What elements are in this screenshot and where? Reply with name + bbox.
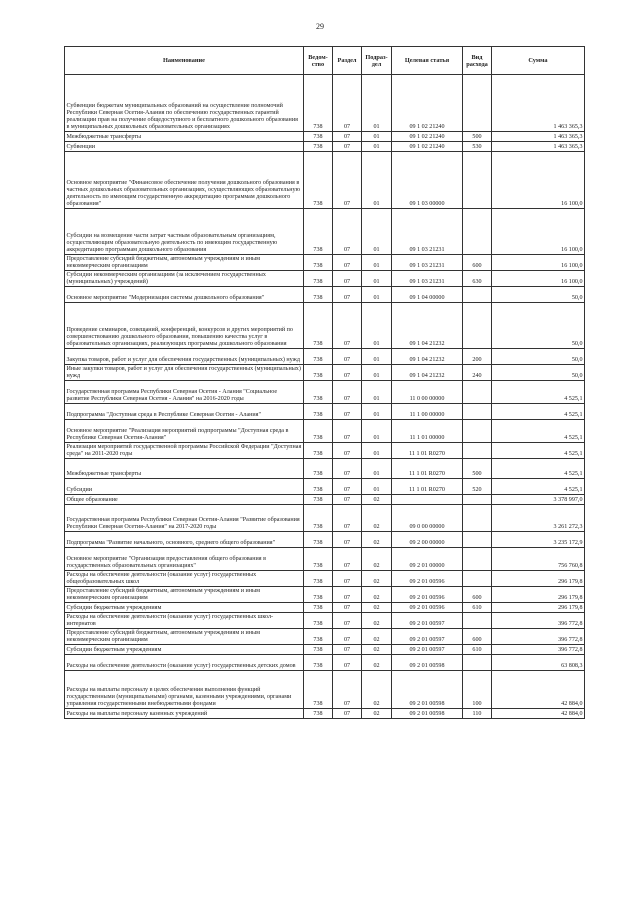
row-dept: 738 <box>304 271 333 287</box>
row-dept: 738 <box>304 587 333 603</box>
table-row <box>65 603 585 613</box>
table-row <box>65 495 585 505</box>
row-subsection: 01 <box>362 271 392 287</box>
row-subsection: 02 <box>362 532 392 548</box>
row-section: 07 <box>333 209 362 255</box>
row-section: 07 <box>333 587 362 603</box>
row-subsection: 01 <box>362 132 392 142</box>
row-exptype <box>463 287 492 303</box>
row-name: Субсидии на возмещение части затрат частным образовательным организациям, осуществляющим образовательную деятельность по имеющим государственную аккредитацию программам дошкольного образования <box>65 209 304 255</box>
row-name: Реализация мероприятий государственной программы Российской Федерации "Доступная среда" на 2011-2020 годы <box>65 443 304 459</box>
row-subsection: 02 <box>362 505 392 532</box>
row-amount: 50,0 <box>492 287 585 303</box>
row-name: Расходы на выплаты персоналу казенных учреждений <box>65 709 304 719</box>
row-subsection: 01 <box>362 209 392 255</box>
row-amount: 3 235 172,9 <box>492 532 585 548</box>
table-row <box>65 613 585 629</box>
row-exptype: 240 <box>463 365 492 381</box>
row-dept: 738 <box>304 645 333 655</box>
row-target: 09 2 01 00597 <box>392 645 463 655</box>
row-dept: 738 <box>304 303 333 349</box>
col-header-subsection: Подраз-дел <box>362 47 392 75</box>
row-section: 07 <box>333 349 362 365</box>
page-number: 29 <box>316 22 324 31</box>
table-body <box>65 75 585 719</box>
table-row <box>65 655 585 671</box>
row-amount: 396 772,8 <box>492 613 585 629</box>
table-row <box>65 629 585 645</box>
row-amount: 4 525,1 <box>492 381 585 404</box>
row-exptype: 530 <box>463 142 492 152</box>
row-amount: 16 100,0 <box>492 209 585 255</box>
row-target: 09 1 04 21232 <box>392 303 463 349</box>
row-subsection: 02 <box>362 671 392 709</box>
row-target: 09 2 00 00000 <box>392 532 463 548</box>
row-dept: 738 <box>304 655 333 671</box>
row-section: 07 <box>333 479 362 495</box>
row-section: 07 <box>333 645 362 655</box>
table-row <box>65 671 585 709</box>
row-exptype <box>463 75 492 132</box>
row-dept: 738 <box>304 613 333 629</box>
row-dept: 738 <box>304 349 333 365</box>
budget-table <box>64 46 585 719</box>
row-exptype <box>463 443 492 459</box>
row-section: 07 <box>333 571 362 587</box>
row-name: Субвенции бюджетам муниципальных образований на осуществление полномочий Республики Северная Осетия-Алания по обеспечению государственных гарантий реализации прав на получение общедоступного и бесплатного дошкольного образования в муниципальных дошкольных образовательных организациях <box>65 75 304 132</box>
row-exptype: 600 <box>463 629 492 645</box>
row-name: Предоставление субсидий бюджетным, автономным учреждениям и иным некоммерческим организациям <box>65 629 304 645</box>
row-dept: 738 <box>304 459 333 479</box>
row-section: 07 <box>333 548 362 571</box>
row-amount: 1 463 365,3 <box>492 142 585 152</box>
row-target: 09 2 01 00597 <box>392 613 463 629</box>
row-section: 07 <box>333 709 362 719</box>
row-subsection: 02 <box>362 709 392 719</box>
row-subsection: 02 <box>362 613 392 629</box>
row-dept: 738 <box>304 443 333 459</box>
table-row <box>65 142 585 152</box>
row-subsection: 02 <box>362 548 392 571</box>
row-dept: 738 <box>304 75 333 132</box>
row-subsection: 01 <box>362 459 392 479</box>
row-amount: 4 525,1 <box>492 479 585 495</box>
row-exptype: 200 <box>463 349 492 365</box>
row-exptype: 610 <box>463 603 492 613</box>
row-target: 09 1 03 21231 <box>392 209 463 255</box>
row-exptype: 520 <box>463 479 492 495</box>
row-subsection: 01 <box>362 255 392 271</box>
row-dept: 738 <box>304 571 333 587</box>
row-dept: 738 <box>304 420 333 443</box>
row-name: Межбюджетные трансферты <box>65 132 304 142</box>
row-dept: 738 <box>304 629 333 645</box>
row-subsection: 02 <box>362 655 392 671</box>
row-amount: 296 179,8 <box>492 571 585 587</box>
row-dept: 738 <box>304 495 333 505</box>
row-exptype <box>463 495 492 505</box>
table-row <box>65 365 585 381</box>
table-row <box>65 75 585 132</box>
row-name: Субсидии бюджетным учреждениям <box>65 645 304 655</box>
table-row <box>65 303 585 349</box>
row-target <box>392 495 463 505</box>
col-header-target: Целевая статья <box>392 47 463 75</box>
row-subsection: 01 <box>362 404 392 420</box>
row-section: 07 <box>333 152 362 209</box>
row-dept: 738 <box>304 709 333 719</box>
row-exptype: 500 <box>463 459 492 479</box>
row-subsection: 01 <box>362 479 392 495</box>
row-subsection: 02 <box>362 629 392 645</box>
row-amount: 16 100,0 <box>492 271 585 287</box>
row-subsection: 02 <box>362 603 392 613</box>
row-target: 09 2 01 00596 <box>392 587 463 603</box>
row-subsection: 01 <box>362 420 392 443</box>
row-name: Субсидии <box>65 479 304 495</box>
row-subsection: 01 <box>362 75 392 132</box>
row-amount: 396 772,8 <box>492 645 585 655</box>
row-name: Государственная программа Республики Северная Осетия - Алания "Социальное развитие Республики Северная Осетия - Алания" на 2016-2020 годы <box>65 381 304 404</box>
row-target: 09 1 02 21240 <box>392 142 463 152</box>
row-target: 09 1 03 00000 <box>392 152 463 209</box>
col-header-name: Наименование <box>65 47 304 75</box>
table-row <box>65 443 585 459</box>
row-exptype: 500 <box>463 132 492 142</box>
row-dept: 738 <box>304 532 333 548</box>
table-row <box>65 381 585 404</box>
table-row <box>65 349 585 365</box>
row-section: 07 <box>333 271 362 287</box>
row-subsection: 02 <box>362 587 392 603</box>
row-exptype <box>463 404 492 420</box>
row-target: 09 2 01 00596 <box>392 571 463 587</box>
row-subsection: 01 <box>362 303 392 349</box>
table-row <box>65 587 585 603</box>
row-amount: 4 525,1 <box>492 420 585 443</box>
row-exptype <box>463 655 492 671</box>
col-header-dept: Ведом-ство <box>304 47 333 75</box>
row-name: Межбюджетные трансферты <box>65 459 304 479</box>
row-name: Основное мероприятие "Модернизация системы дошкольного образования" <box>65 287 304 303</box>
row-exptype <box>463 303 492 349</box>
row-dept: 738 <box>304 479 333 495</box>
row-section: 07 <box>333 142 362 152</box>
table-row <box>65 571 585 587</box>
row-exptype: 610 <box>463 645 492 655</box>
row-section: 07 <box>333 655 362 671</box>
row-amount: 3 261 272,3 <box>492 505 585 532</box>
row-section: 07 <box>333 287 362 303</box>
row-amount: 50,0 <box>492 365 585 381</box>
row-exptype <box>463 532 492 548</box>
row-target: 11 1 01 R0270 <box>392 443 463 459</box>
row-exptype: 600 <box>463 255 492 271</box>
row-section: 07 <box>333 420 362 443</box>
row-exptype: 630 <box>463 271 492 287</box>
row-dept: 738 <box>304 671 333 709</box>
row-dept: 738 <box>304 603 333 613</box>
row-exptype: 600 <box>463 587 492 603</box>
table-header-row <box>65 47 585 75</box>
col-header-section: Раздел <box>333 47 362 75</box>
row-target: 09 1 02 21240 <box>392 132 463 142</box>
row-exptype <box>463 613 492 629</box>
row-target: 09 2 01 00000 <box>392 548 463 571</box>
row-name: Субсидии бюджетным учреждениям <box>65 603 304 613</box>
row-amount: 42 884,0 <box>492 671 585 709</box>
row-section: 07 <box>333 75 362 132</box>
row-name: Предоставление субсидий бюджетным, автономным учреждениям и иным некоммерческим организациям <box>65 255 304 271</box>
row-subsection: 01 <box>362 152 392 209</box>
row-subsection: 02 <box>362 495 392 505</box>
row-section: 07 <box>333 132 362 142</box>
table-row <box>65 645 585 655</box>
table-row <box>65 479 585 495</box>
row-name: Подпрограмма "Развитие начального, основного, среднего общего образования" <box>65 532 304 548</box>
row-target: 09 2 01 00597 <box>392 629 463 645</box>
row-dept: 738 <box>304 142 333 152</box>
row-subsection: 02 <box>362 645 392 655</box>
row-amount: 4 525,1 <box>492 459 585 479</box>
row-target: 09 2 01 00598 <box>392 671 463 709</box>
row-subsection: 01 <box>362 142 392 152</box>
table-row <box>65 404 585 420</box>
row-exptype <box>463 152 492 209</box>
row-section: 07 <box>333 255 362 271</box>
row-dept: 738 <box>304 365 333 381</box>
table-row <box>65 255 585 271</box>
row-name: Расходы на обеспечение деятельности (оказание услуг) государственных школ-интернатов <box>65 613 304 629</box>
row-amount: 16 100,0 <box>492 255 585 271</box>
row-exptype <box>463 548 492 571</box>
col-header-amount: Сумма <box>492 47 585 75</box>
row-amount: 63 808,3 <box>492 655 585 671</box>
row-dept: 738 <box>304 381 333 404</box>
row-exptype <box>463 505 492 532</box>
row-target: 09 1 04 21232 <box>392 365 463 381</box>
row-name: Основное мероприятие "Организация предоставления общего образования в государственных образовательных организациях" <box>65 548 304 571</box>
row-amount: 296 179,8 <box>492 603 585 613</box>
row-target: 11 1 01 00000 <box>392 420 463 443</box>
row-name: Расходы на обеспечение деятельности (оказание услуг) государственных детских домов <box>65 655 304 671</box>
table-row <box>65 287 585 303</box>
row-name: Субсидии некоммерческим организациям (за исключением государственных (муниципальных) учреждений) <box>65 271 304 287</box>
row-target: 09 0 00 00000 <box>392 505 463 532</box>
row-name: Расходы на обеспечение деятельности (оказание услуг) государственных общеобразовательных школ <box>65 571 304 587</box>
row-subsection: 01 <box>362 349 392 365</box>
row-amount: 1 463 365,3 <box>492 75 585 132</box>
row-dept: 738 <box>304 505 333 532</box>
row-name: Основное мероприятие "Реализация мероприятий подпрограммы "Доступная среда в Республике Северная Осетия-Алания" <box>65 420 304 443</box>
row-dept: 738 <box>304 255 333 271</box>
row-target: 09 2 01 00596 <box>392 603 463 613</box>
row-name: Иные закупки товаров, работ и услуг для обеспечения государственных (муниципальных) нужд <box>65 365 304 381</box>
row-dept: 738 <box>304 132 333 142</box>
row-amount: 296 179,8 <box>492 587 585 603</box>
row-target: 11 1 01 R0270 <box>392 459 463 479</box>
row-target: 09 2 01 00598 <box>392 655 463 671</box>
row-name: Проведение семинаров, совещаний, конференций, конкурсов и других мероприятий по совершенствованию дошкольного образования, повышению качества услуг в образовательных организациях, реализующих программы дошкольного образования <box>65 303 304 349</box>
row-target: 09 1 04 21232 <box>392 349 463 365</box>
row-target: 11 0 00 00000 <box>392 381 463 404</box>
table-row <box>65 548 585 571</box>
row-amount: 42 884,0 <box>492 709 585 719</box>
row-section: 07 <box>333 443 362 459</box>
row-amount: 16 100,0 <box>492 152 585 209</box>
row-subsection: 01 <box>362 365 392 381</box>
row-dept: 738 <box>304 152 333 209</box>
row-exptype <box>463 381 492 404</box>
row-dept: 738 <box>304 209 333 255</box>
row-amount: 50,0 <box>492 349 585 365</box>
row-amount: 396 772,8 <box>492 629 585 645</box>
table-row <box>65 271 585 287</box>
row-amount: 1 463 365,3 <box>492 132 585 142</box>
table-row <box>65 209 585 255</box>
table-row <box>65 709 585 719</box>
row-section: 07 <box>333 365 362 381</box>
row-name: Общее образование <box>65 495 304 505</box>
row-section: 07 <box>333 404 362 420</box>
table-row <box>65 459 585 479</box>
row-exptype <box>463 571 492 587</box>
row-subsection: 02 <box>362 571 392 587</box>
row-dept: 738 <box>304 404 333 420</box>
row-name: Подпрограмма "Доступная среда в Республике Северная Осетия - Алания" <box>65 404 304 420</box>
row-section: 07 <box>333 629 362 645</box>
row-section: 07 <box>333 613 362 629</box>
row-target: 09 1 02 21240 <box>392 75 463 132</box>
row-section: 07 <box>333 603 362 613</box>
row-subsection: 01 <box>362 443 392 459</box>
row-section: 07 <box>333 303 362 349</box>
table-row <box>65 152 585 209</box>
row-amount: 4 525,1 <box>492 404 585 420</box>
row-target: 09 1 03 21231 <box>392 255 463 271</box>
table-row <box>65 532 585 548</box>
row-name: Основное мероприятие "Финансовое обеспечение получения дошкольного образования в частных дошкольных образовательных организациях, осуществляющих образовательную деятельность по имеющим государственную аккредитацию программам дошкольного образования" <box>65 152 304 209</box>
row-target: 11 1 01 R0270 <box>392 479 463 495</box>
table-row <box>65 505 585 532</box>
row-section: 07 <box>333 381 362 404</box>
row-name: Государственная программа Республики Северная Осетия-Алания "Развитие образования Республики Северная Осетия-Алания" на 2017-2020 годы <box>65 505 304 532</box>
row-dept: 738 <box>304 548 333 571</box>
table-row <box>65 132 585 142</box>
row-exptype: 100 <box>463 671 492 709</box>
row-amount: 3 378 997,0 <box>492 495 585 505</box>
row-section: 07 <box>333 532 362 548</box>
row-subsection: 01 <box>362 287 392 303</box>
row-amount: 50,0 <box>492 303 585 349</box>
row-exptype <box>463 209 492 255</box>
row-subsection: 01 <box>362 381 392 404</box>
row-dept: 738 <box>304 287 333 303</box>
row-amount: 4 525,1 <box>492 443 585 459</box>
row-section: 07 <box>333 671 362 709</box>
row-target: 11 1 00 00000 <box>392 404 463 420</box>
row-section: 07 <box>333 495 362 505</box>
col-header-exptype: Вид расхода <box>463 47 492 75</box>
row-exptype: 110 <box>463 709 492 719</box>
table-row <box>65 420 585 443</box>
row-target: 09 1 04 00000 <box>392 287 463 303</box>
row-target: 09 2 01 00598 <box>392 709 463 719</box>
row-name: Предоставление субсидий бюджетным, автономным учреждениям и иным некоммерческим организациям <box>65 587 304 603</box>
row-exptype <box>463 420 492 443</box>
row-name: Субвенции <box>65 142 304 152</box>
row-section: 07 <box>333 505 362 532</box>
row-name: Закупка товаров, работ и услуг для обеспечения государственных (муниципальных) нужд <box>65 349 304 365</box>
row-target: 09 1 03 21231 <box>392 271 463 287</box>
row-amount: 756 760,8 <box>492 548 585 571</box>
row-section: 07 <box>333 459 362 479</box>
row-name: Расходы на выплаты персоналу в целях обеспечения выполнения функций государственными (муниципальными) органами, казенными учреждениями, органами управления государственными внебюджетными фондами <box>65 671 304 709</box>
